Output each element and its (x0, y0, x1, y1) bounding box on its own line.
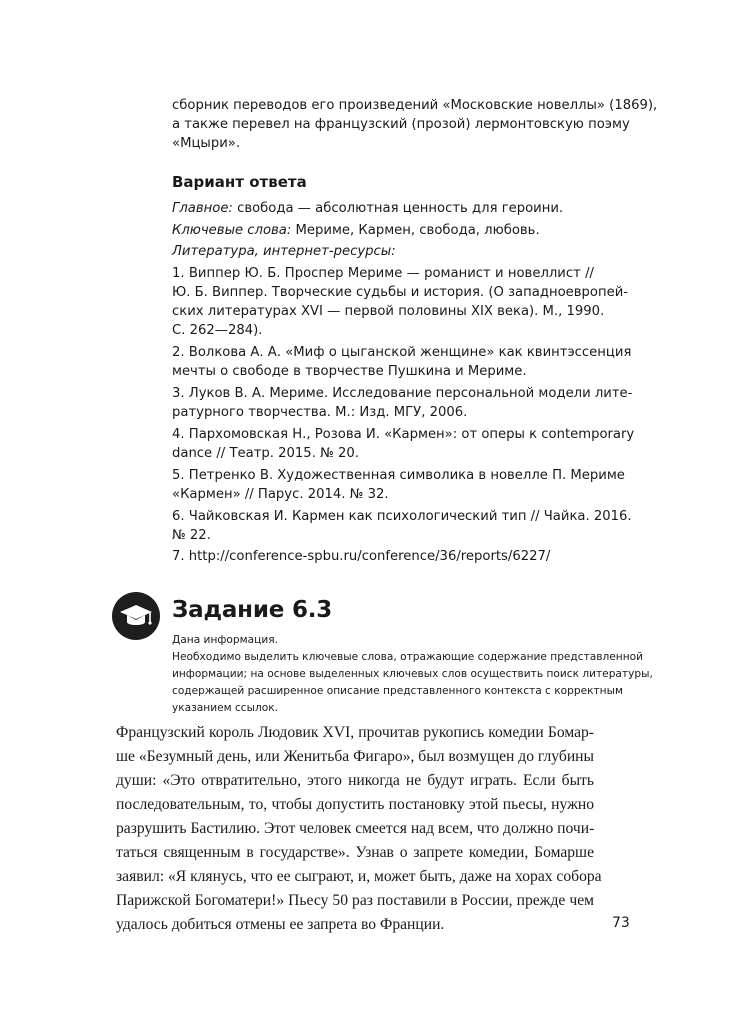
task-description-line: информации; на основе выделенных ключевых слов осуществить поиск литературы, (172, 668, 653, 680)
intro-line: сборник переводов его произведений «Московские новеллы» (1869), (172, 98, 658, 113)
story-line: души: «Это отвратительно, этого никогда не будут играть. Если быть (116, 772, 594, 789)
reference-line: С. 262—284). (172, 323, 263, 338)
story-line: Парижской Богоматери!» Пьесу 50 раз поставили в России, прежде чем (116, 892, 594, 909)
reference-link[interactable]: 7. http://conference-spbu.ru/conference/36/reports/6227/ (172, 549, 551, 564)
task-description-line: содержащей расширенное описание представленного контекста с корректным (172, 685, 623, 697)
reference-line: 2. Волкова А. А. «Миф о цыганской женщине» как квинтэссенция (172, 345, 632, 360)
reference-line: 6. Чайковская И. Кармен как психологический тип // Чайка. 2016. (172, 509, 632, 524)
answer-heading: Вариант ответа (172, 173, 307, 191)
intro-line: а также перевел на французский (прозой) лермонтовскую поэму (172, 117, 630, 132)
reference-line: 4. Пархомовская Н., Розова И. «Кармен»: от оперы к contemporary (172, 427, 635, 442)
keywords-text: Мериме, Кармен, свобода, любовь. (291, 223, 540, 238)
literature-label: Литература, интернет-ресурсы: (172, 244, 396, 259)
main-idea-text: свобода — абсолютная ценность для героини. (232, 201, 564, 216)
story-line: заявил: «Я клянусь, что ее сыграют, и, может быть, даже на хорах собора (116, 868, 602, 885)
reference-line: dance // Театр. 2015. № 20. (172, 446, 359, 461)
reference-line: 5. Петренко В. Художественная символика в новелле П. Мериме (172, 468, 625, 483)
reference-line: Ю. Б. Виппер. Творческие судьбы и история. (О западноевропей- (172, 285, 629, 300)
intro-line: «Мцыри». (172, 136, 241, 151)
page-number: 73 (612, 915, 630, 931)
story-line: удалось добиться отмены ее запрета во Франции. (116, 916, 445, 933)
main-idea-label: Главное: (172, 201, 233, 216)
story-line: последовательным, то, чтобы допустить постановку этой пьесы, нужно (116, 796, 594, 813)
reference-line: мечты о свободе в творчестве Пушкина и Мериме. (172, 364, 527, 379)
graduation-cap-icon (112, 592, 160, 640)
keywords-label: Ключевые слова: (172, 223, 292, 238)
story-line: разрушить Бастилию. Этот человек смеется над всем, что должно почи- (116, 820, 595, 837)
task-description-line: указанием ссылок. (172, 702, 279, 714)
main-idea (172, 199, 594, 218)
story-line: таться священным в государстве». Узнав о запрете комедии, Бомарше (116, 844, 594, 861)
reference-line: № 22. (172, 528, 211, 543)
task-description-line: Дана информация. (172, 634, 278, 646)
reference-line: ратурного творчества. М.: Изд. МГУ, 2006. (172, 405, 468, 420)
reference-line: «Кармен» // Парус. 2014. № 32. (172, 487, 389, 502)
reference-line: ских литературах XVI — первой половины XIX века). М., 1990. (172, 304, 605, 319)
keywords (172, 221, 594, 240)
story-line: Французский король Людовик XVI, прочитав рукопись комедии Бомар- (116, 724, 594, 741)
reference-line: 3. Луков В. А. Мериме. Исследование персональной модели лите- (172, 386, 633, 401)
task-description-line: Необходимо выделить ключевые слова, отражающие содержание представленной (172, 651, 643, 663)
reference-line: 1. Виппер Ю. Б. Проспер Мериме — романист и новеллист // (172, 266, 594, 281)
task-title: Задание 6.3 (172, 597, 333, 623)
story-line: ше «Безумный день, или Женитьба Фигаро», был возмущен до глубины (116, 748, 594, 765)
